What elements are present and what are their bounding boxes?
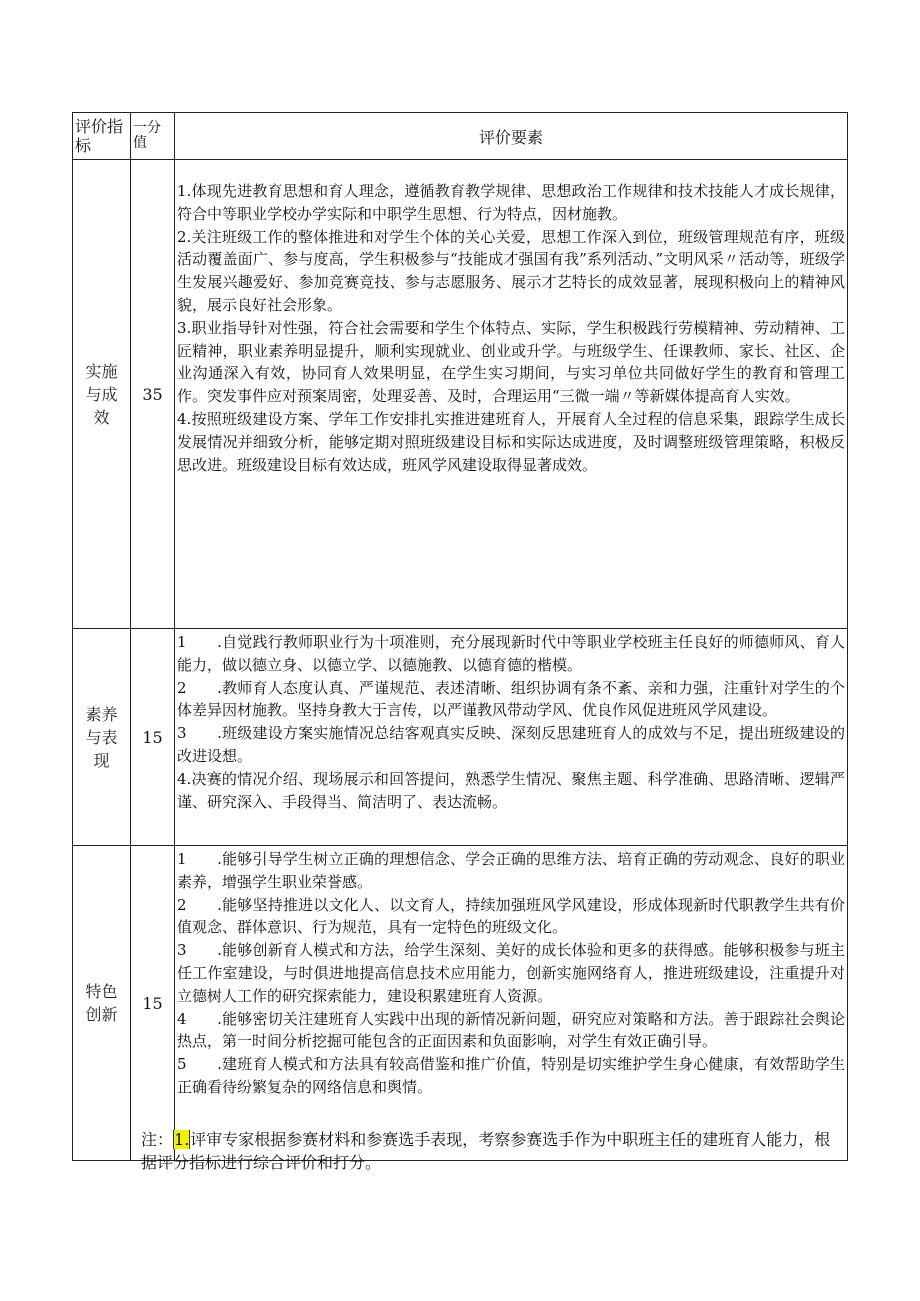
elements-cell (175, 846, 848, 1161)
indicator-cell: 素养与表现 (73, 629, 131, 846)
criterion-item: 5 .建班育人模式和方法具有较高借鉴和推广价值，特别是切实维护学生身心健康，有效帮助学生正确看待纷繁复杂的网络信息和舆情。 (177, 1055, 845, 1096)
elements-cell (175, 629, 848, 846)
criterion-item: 2.关注班级工作的整体推进和对学生个体的关心关爱，思想工作深入到位，班级管理规范有序，班级活动覆盖面广、参与度高，学生积极参与“技能成才强国有我”系列活动、”文明风采〃活动等，班级学生发展兴趣爱好、参加竞赛竞技、参与志愿服务、展示才艺特长的成效显著，展现积极向上的精神风貌，展示良好社会形象。 (177, 227, 845, 314)
criterion-item: 4 .能够密切关注建班育人实践中出现的新情况新问题，研究应对策略和方法。善于跟踪社会舆论热点，第一时间分析挖掘可能包含的正面因素和负面影响，对学生有效正确引导。 (177, 1009, 845, 1051)
note-prefix: 注： (141, 1130, 174, 1149)
footnote (141, 1128, 841, 1174)
criterion-item: 4.按照班级建设方案、学年工作安排扎实推进建班育人，开展育人全过程的信息采集，跟踪学生成长发展情况并细致分析，能够定期对照班级建设目标和实际达成进度，及时调整班级管理策略，积极反思改进。班级建设目标有效达成，班风学风建设取得显著成效。 (177, 409, 845, 474)
header-score: 一分值 (131, 113, 175, 160)
header-indicator: 评价指标 (73, 113, 131, 160)
note-mark: 1. (174, 1130, 190, 1149)
table-row (73, 629, 848, 846)
evaluation-table (72, 112, 848, 1161)
criterion-item: 2 .教师育人态度认真、严谨规范、表述清晰、组织协调有条不紊、亲和力强，注重针对学生的个体差异因材施教。坚持身教大于言传，以严谨教风带动学风、优良作风促进班风学风建设。 (177, 678, 845, 720)
criterion-item: 1 .能够引导学生树立正确的理想信念、学会正确的思维方法、培育正确的劳动观念、良好的职业素养，增强学生职业荣誉感。 (177, 850, 845, 891)
note-text: 评审专家根据参赛材料和参赛选手表现，考察参赛选手作为中职班主任的建班育人能力，根据评分指标进行综合评价和打分。 (141, 1130, 831, 1172)
elements-cell (175, 160, 848, 629)
criterion-item: 1.体现先进教育思想和育人理念，遵循教育教学规律、思想政治工作规律和技术技能人才成长规律，符合中等职业学校办学实际和中职学生思想、行为特点，因材施教。 (177, 182, 845, 223)
indicator-cell: 实施与成效 (73, 160, 131, 629)
table-row (73, 160, 848, 629)
header-row (73, 113, 848, 160)
table-row (73, 846, 848, 1161)
criterion-item: 2 .能够坚持推进以文化人、以文育人，持续加强班风学风建设，形成体现新时代职教学生共有价值观念、群体意识、行为规范，具有一定特色的班级文化。 (177, 895, 845, 937)
criterion-item: 1 .自觉践行教师职业行为十项准则，充分展现新时代中等职业学校班主任良好的师德师风、育人能力，做以德立身、以德立学、以德施教、以德育德的楷模。 (177, 633, 845, 674)
indicator-cell: 特色创新 (73, 846, 131, 1161)
criterion-item: 3.职业指导针对性强，符合社会需要和学生个体特点、实际，学生积极践行劳模精神、劳动精神、工匠精神，职业素养明显提升，顺利实现就业、创业或升学。与班级学生、任课教师、家长、社区、企业沟通深入有效，协同育人效果明显，在学生实习期间，与实习单位共同做好学生的教育和管理工作。突发事件应对预案周密，处理妥善、及时，合理运用“三微一端〃等新媒体提高育人实效。 (177, 318, 845, 406)
score-cell: 35 (131, 160, 175, 629)
score-cell: 15 (131, 629, 175, 846)
criterion-item: 3 .能够创新育人模式和方法，给学生深刻、美好的成长体验和更多的获得感。能够积极参与班主任工作室建设，与时俱进地提高信息技术应用能力，创新实施网络育人，推进班级建设，注重提升对立德树人工作的研究探索能力，建设积累建班育人资源。 (177, 941, 845, 1005)
score-cell: 15 (131, 846, 175, 1161)
header-elements: 评价要素 (175, 113, 848, 160)
criterion-item: 3 .班级建设方案实施情况总结客观真实反映、深刻反思建班育人的成效与不足，提出班级建设的改进设想。 (177, 724, 845, 765)
criterion-item: 4.决赛的情况介绍、现场展示和回答提问，熟悉学生情况、聚焦主题、科学准确、思路清晰、逻辑严谨、研究深入、手段得当、简洁明了、表达流畅。 (177, 769, 845, 811)
